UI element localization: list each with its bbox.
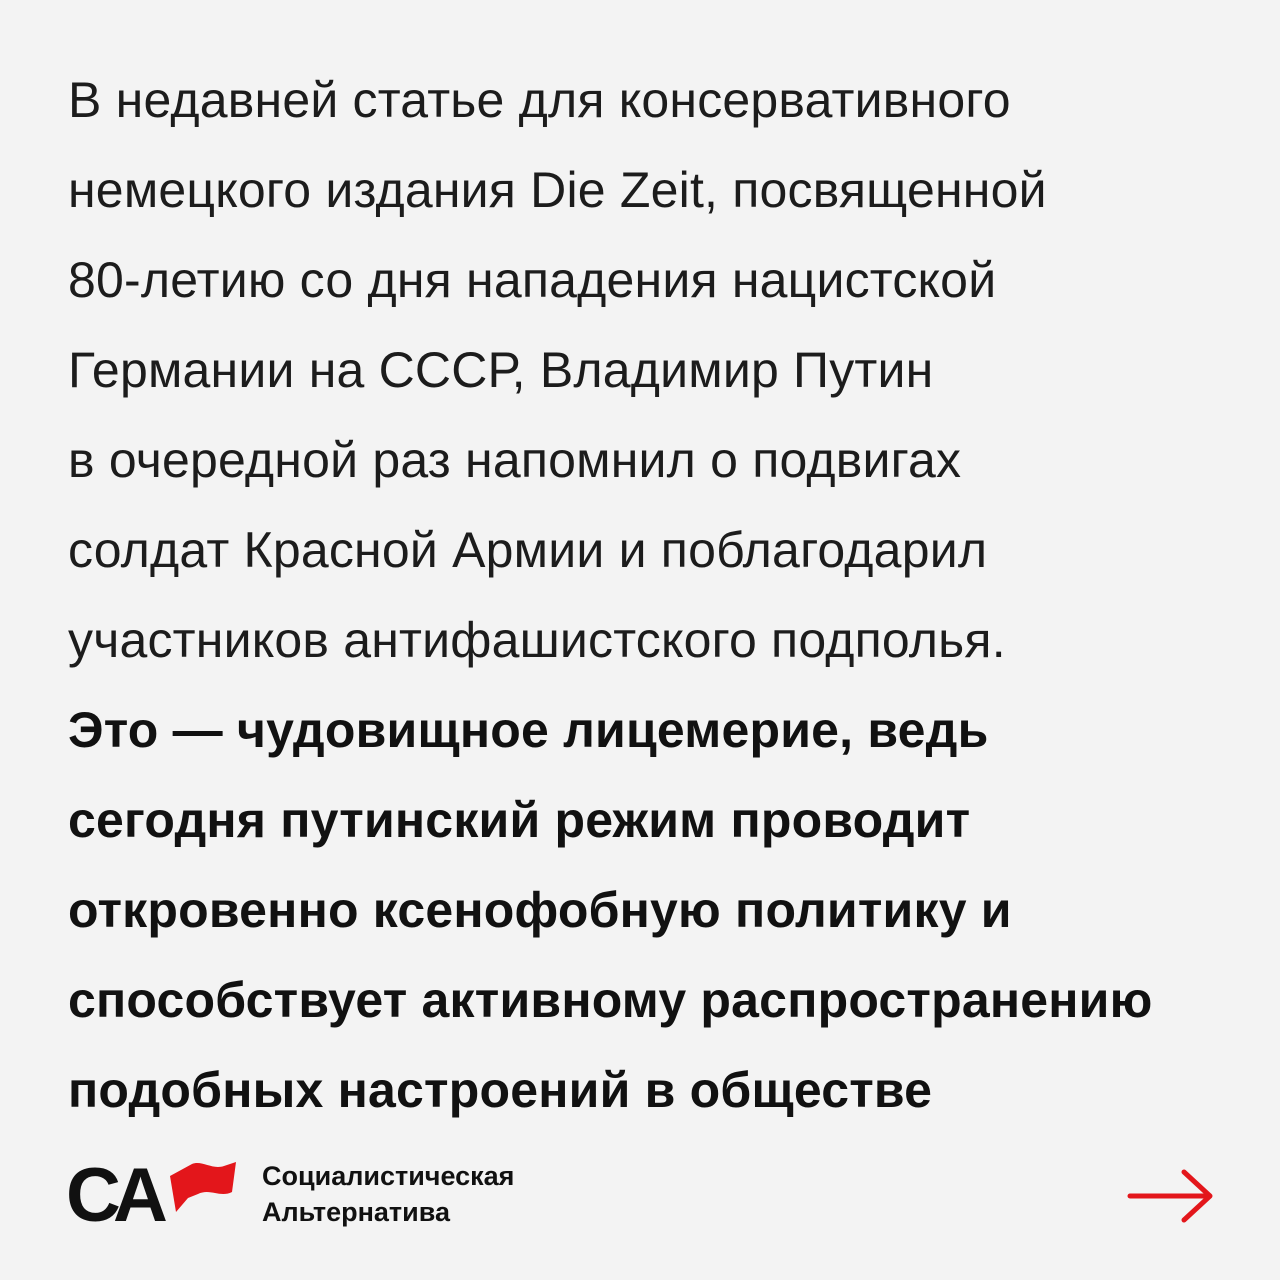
brand-line: Альтернатива — [262, 1197, 451, 1227]
bold-text-line: подобных настроений в обществе — [68, 1062, 933, 1118]
arrow-right-icon[interactable] — [1126, 1166, 1216, 1226]
text-line: участников антифашистского подполья. — [68, 612, 1006, 668]
post-text — [68, 55, 1258, 1135]
text-line: 80-летию со дня нападения нацистской — [68, 252, 997, 308]
text-line: в очередной раз напомнил о подвигах — [68, 432, 962, 488]
logo — [66, 1150, 246, 1240]
text-line: Германии на СССР, Владимир Путин — [68, 342, 934, 398]
brand-name — [262, 1158, 514, 1230]
text-line: В недавней статье для консервативного — [68, 72, 1011, 128]
logo-mark: СА — [66, 1153, 162, 1238]
bold-text-line: откровенно ксенофобную политику и — [68, 882, 1012, 938]
bold-text-line: сегодня путинский режим проводит — [68, 792, 971, 848]
footer — [66, 1150, 1216, 1240]
brand-line: Социалистическая — [262, 1161, 515, 1191]
text-line: солдат Красной Армии и поблагодарил — [68, 522, 988, 578]
bold-text-line: способствует активному распространению — [68, 972, 1153, 1028]
red-flag-icon — [162, 1156, 242, 1216]
text-line: немецкого издания Die Zeit, посвященной — [68, 162, 1047, 218]
bold-text-line: Это — чудовищное лицемерие, ведь — [68, 702, 989, 758]
